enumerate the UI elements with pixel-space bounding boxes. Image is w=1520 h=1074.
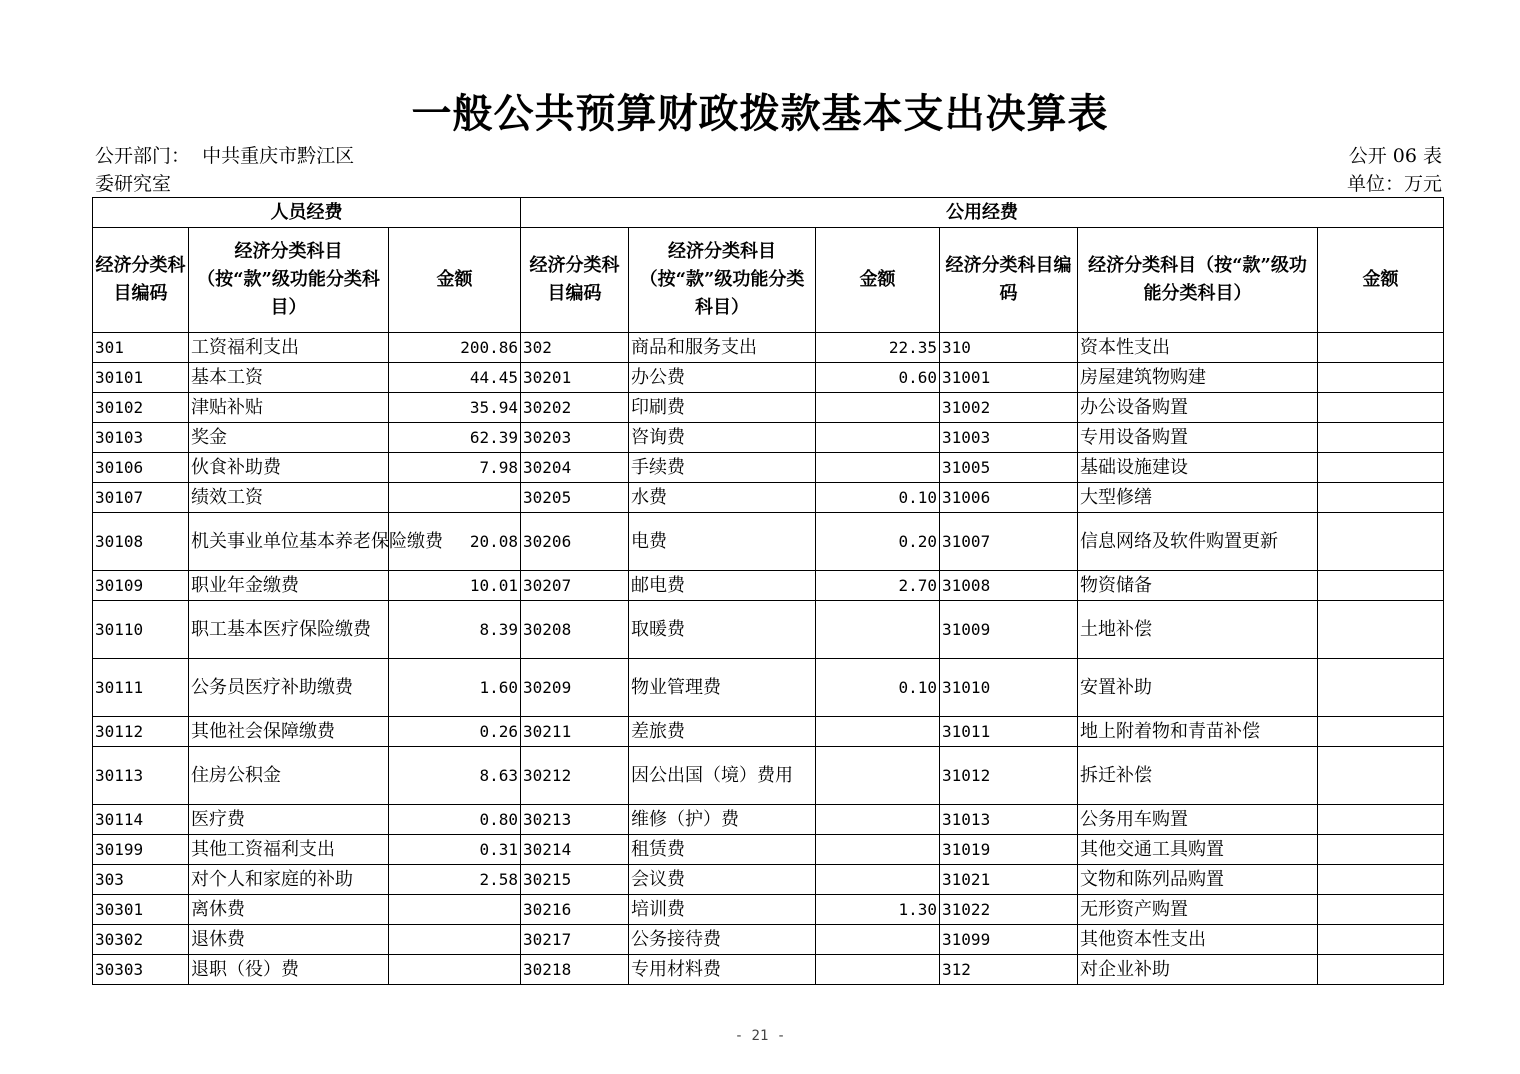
name-cell: 住房公积金 (189, 747, 389, 805)
code-cell: 30217 (521, 925, 629, 955)
amount-cell: 10.01 (389, 571, 521, 601)
amount-cell (389, 483, 521, 513)
code-cell: 30204 (521, 453, 629, 483)
department-info (95, 142, 354, 198)
code-cell: 31010 (940, 659, 1078, 717)
name-cell: 信息网络及软件购置更新 (1078, 513, 1318, 571)
name-cell: 培训费 (629, 895, 816, 925)
amount-cell (1318, 659, 1444, 717)
amount-cell (1318, 423, 1444, 453)
name-cell: 公务员医疗补助缴费 (189, 659, 389, 717)
header-amount-c: 金额 (1318, 228, 1444, 333)
amount-cell (1318, 513, 1444, 571)
table-row (93, 601, 1444, 659)
code-cell: 31021 (940, 865, 1078, 895)
code-cell: 31003 (940, 423, 1078, 453)
group-header-row (93, 198, 1444, 228)
amount-cell (816, 805, 940, 835)
amount-cell (816, 601, 940, 659)
header-name-c: 经济分类科目（按“款”级功能分类科目） (1078, 228, 1318, 333)
code-cell: 30218 (521, 955, 629, 985)
table-row (93, 393, 1444, 423)
header-code-c: 经济分类科目编码 (940, 228, 1078, 333)
name-cell: 机关事业单位基本养老保险缴费 (189, 513, 389, 571)
amount-cell (816, 423, 940, 453)
name-cell: 职业年金缴费 (189, 571, 389, 601)
code-cell: 30205 (521, 483, 629, 513)
name-cell: 地上附着物和青苗补偿 (1078, 717, 1318, 747)
amount-cell (389, 925, 521, 955)
code-cell: 302 (521, 333, 629, 363)
header-amount-a: 金额 (389, 228, 521, 333)
amount-cell: 8.39 (389, 601, 521, 659)
code-cell: 30214 (521, 835, 629, 865)
code-cell: 31022 (940, 895, 1078, 925)
header-amount-b: 金额 (816, 228, 940, 333)
code-cell: 301 (93, 333, 189, 363)
table-row (93, 571, 1444, 601)
code-cell: 31002 (940, 393, 1078, 423)
amount-cell: 1.60 (389, 659, 521, 717)
name-cell: 无形资产购置 (1078, 895, 1318, 925)
amount-cell (816, 925, 940, 955)
code-cell: 310 (940, 333, 1078, 363)
amount-cell (1318, 895, 1444, 925)
code-cell: 30302 (93, 925, 189, 955)
table-row (93, 333, 1444, 363)
table-row (93, 483, 1444, 513)
code-cell: 30112 (93, 717, 189, 747)
code-cell: 30101 (93, 363, 189, 393)
code-cell: 30111 (93, 659, 189, 717)
name-cell: 房屋建筑物购建 (1078, 363, 1318, 393)
code-cell: 30212 (521, 747, 629, 805)
header-code-a: 经济分类科目编码 (93, 228, 189, 333)
name-cell: 会议费 (629, 865, 816, 895)
header-code-b: 经济分类科目编码 (521, 228, 629, 333)
table-row (93, 717, 1444, 747)
expenditure-table (92, 197, 1444, 985)
name-cell: 基础设施建设 (1078, 453, 1318, 483)
amount-cell (816, 453, 940, 483)
name-cell: 物业管理费 (629, 659, 816, 717)
name-cell: 其他工资福利支出 (189, 835, 389, 865)
group-public: 公用经费 (521, 198, 1444, 228)
code-cell: 303 (93, 865, 189, 895)
code-cell: 30215 (521, 865, 629, 895)
name-cell: 租赁费 (629, 835, 816, 865)
code-cell: 30208 (521, 601, 629, 659)
code-cell: 31008 (940, 571, 1078, 601)
amount-cell: 0.31 (389, 835, 521, 865)
amount-cell (1318, 717, 1444, 747)
name-cell: 取暖费 (629, 601, 816, 659)
code-cell: 31012 (940, 747, 1078, 805)
code-cell: 30213 (521, 805, 629, 835)
table-number: 公开 06 表 (1348, 145, 1442, 167)
code-cell: 31006 (940, 483, 1078, 513)
code-cell: 31009 (940, 601, 1078, 659)
unit-label: 单位：万元 (1346, 173, 1442, 195)
table-row (93, 363, 1444, 393)
code-cell: 312 (940, 955, 1078, 985)
department-line-1: 公开部门： 中共重庆市黔江区 (95, 145, 355, 167)
code-cell: 30202 (521, 393, 629, 423)
header-name-b: 经济分类科目（按“款”级功能分类科目） (629, 228, 816, 333)
name-cell: 物资储备 (1078, 571, 1318, 601)
name-cell: 邮电费 (629, 571, 816, 601)
name-cell: 商品和服务支出 (629, 333, 816, 363)
code-cell: 30108 (93, 513, 189, 571)
amount-cell: 0.60 (816, 363, 940, 393)
code-cell: 31011 (940, 717, 1078, 747)
amount-cell (1318, 453, 1444, 483)
amount-cell: 0.20 (816, 513, 940, 571)
amount-cell: 22.35 (816, 333, 940, 363)
name-cell: 水费 (629, 483, 816, 513)
header-name-a: 经济分类科目（按“款”级功能分类科目） (189, 228, 389, 333)
code-cell: 30207 (521, 571, 629, 601)
amount-cell (816, 747, 940, 805)
table-row (93, 865, 1444, 895)
amount-cell: 2.58 (389, 865, 521, 895)
name-cell: 文物和陈列品购置 (1078, 865, 1318, 895)
amount-cell (816, 393, 940, 423)
table-row (93, 747, 1444, 805)
amount-cell (816, 865, 940, 895)
amount-cell (1318, 571, 1444, 601)
name-cell: 专用设备购置 (1078, 423, 1318, 453)
name-cell: 基本工资 (189, 363, 389, 393)
amount-cell (1318, 865, 1444, 895)
code-cell: 30206 (521, 513, 629, 571)
amount-cell: 62.39 (389, 423, 521, 453)
name-cell: 差旅费 (629, 717, 816, 747)
name-cell: 退职（役）费 (189, 955, 389, 985)
name-cell: 专用材料费 (629, 955, 816, 985)
name-cell: 其他社会保障缴费 (189, 717, 389, 747)
amount-cell (1318, 835, 1444, 865)
table-row (93, 423, 1444, 453)
code-cell: 30113 (93, 747, 189, 805)
name-cell: 退休费 (189, 925, 389, 955)
name-cell: 医疗费 (189, 805, 389, 835)
name-cell: 职工基本医疗保险缴费 (189, 601, 389, 659)
name-cell: 奖金 (189, 423, 389, 453)
code-cell: 31005 (940, 453, 1078, 483)
name-cell: 手续费 (629, 453, 816, 483)
name-cell: 对个人和家庭的补助 (189, 865, 389, 895)
code-cell: 30301 (93, 895, 189, 925)
code-cell: 31001 (940, 363, 1078, 393)
code-cell: 31007 (940, 513, 1078, 571)
code-cell: 30103 (93, 423, 189, 453)
name-cell: 印刷费 (629, 393, 816, 423)
code-cell: 31019 (940, 835, 1078, 865)
amount-cell: 0.10 (816, 483, 940, 513)
table-row (93, 835, 1444, 865)
page-number: - 21 - (734, 1028, 786, 1044)
table-row (93, 659, 1444, 717)
name-cell: 维修（护）费 (629, 805, 816, 835)
amount-cell: 200.86 (389, 333, 521, 363)
amount-cell (1318, 601, 1444, 659)
amount-cell (816, 835, 940, 865)
name-cell: 资本性支出 (1078, 333, 1318, 363)
code-cell: 30106 (93, 453, 189, 483)
table-row (93, 895, 1444, 925)
amount-cell (1318, 483, 1444, 513)
amount-cell (1318, 805, 1444, 835)
table-meta (1347, 142, 1442, 198)
name-cell: 绩效工资 (189, 483, 389, 513)
name-cell: 大型修缮 (1078, 483, 1318, 513)
amount-cell (1318, 955, 1444, 985)
amount-cell: 35.94 (389, 393, 521, 423)
amount-cell (389, 955, 521, 985)
code-cell: 30209 (521, 659, 629, 717)
code-cell: 30211 (521, 717, 629, 747)
amount-cell: 2.70 (816, 571, 940, 601)
name-cell: 电费 (629, 513, 816, 571)
name-cell: 公务接待费 (629, 925, 816, 955)
code-cell: 31013 (940, 805, 1078, 835)
amount-cell: 20.08 (389, 513, 521, 571)
page-title: 一般公共预算财政拨款基本支出决算表 (411, 90, 1109, 137)
name-cell: 咨询费 (629, 423, 816, 453)
name-cell: 公务用车购置 (1078, 805, 1318, 835)
table-row (93, 925, 1444, 955)
name-cell: 土地补偿 (1078, 601, 1318, 659)
name-cell: 拆迁补偿 (1078, 747, 1318, 805)
name-cell: 办公费 (629, 363, 816, 393)
name-cell: 津贴补贴 (189, 393, 389, 423)
table-row (93, 513, 1444, 571)
amount-cell: 7.98 (389, 453, 521, 483)
amount-cell: 1.30 (816, 895, 940, 925)
name-cell: 离休费 (189, 895, 389, 925)
amount-cell (1318, 363, 1444, 393)
name-cell: 工资福利支出 (189, 333, 389, 363)
code-cell: 30107 (93, 483, 189, 513)
name-cell: 办公设备购置 (1078, 393, 1318, 423)
code-cell: 30203 (521, 423, 629, 453)
code-cell: 30303 (93, 955, 189, 985)
code-cell: 30110 (93, 601, 189, 659)
code-cell: 30216 (521, 895, 629, 925)
name-cell: 伙食补助费 (189, 453, 389, 483)
amount-cell: 8.63 (389, 747, 521, 805)
amount-cell (1318, 333, 1444, 363)
amount-cell: 0.26 (389, 717, 521, 747)
amount-cell (1318, 925, 1444, 955)
code-cell: 30114 (93, 805, 189, 835)
amount-cell (816, 955, 940, 985)
amount-cell: 0.80 (389, 805, 521, 835)
department-line-2: 委研究室 (95, 173, 172, 195)
name-cell: 对企业补助 (1078, 955, 1318, 985)
table-row (93, 805, 1444, 835)
amount-cell (389, 895, 521, 925)
code-cell: 31099 (940, 925, 1078, 955)
code-cell: 30199 (93, 835, 189, 865)
amount-cell: 44.45 (389, 363, 521, 393)
amount-cell (1318, 393, 1444, 423)
name-cell: 安置补助 (1078, 659, 1318, 717)
amount-cell (816, 717, 940, 747)
column-header-row (93, 228, 1444, 333)
code-cell: 30201 (521, 363, 629, 393)
table-row (93, 955, 1444, 985)
code-cell: 30109 (93, 571, 189, 601)
amount-cell (1318, 747, 1444, 805)
name-cell: 其他交通工具购置 (1078, 835, 1318, 865)
amount-cell: 0.10 (816, 659, 940, 717)
group-personnel: 人员经费 (93, 198, 521, 228)
name-cell: 因公出国（境）费用 (629, 747, 816, 805)
table-row (93, 453, 1444, 483)
name-cell: 其他资本性支出 (1078, 925, 1318, 955)
code-cell: 30102 (93, 393, 189, 423)
